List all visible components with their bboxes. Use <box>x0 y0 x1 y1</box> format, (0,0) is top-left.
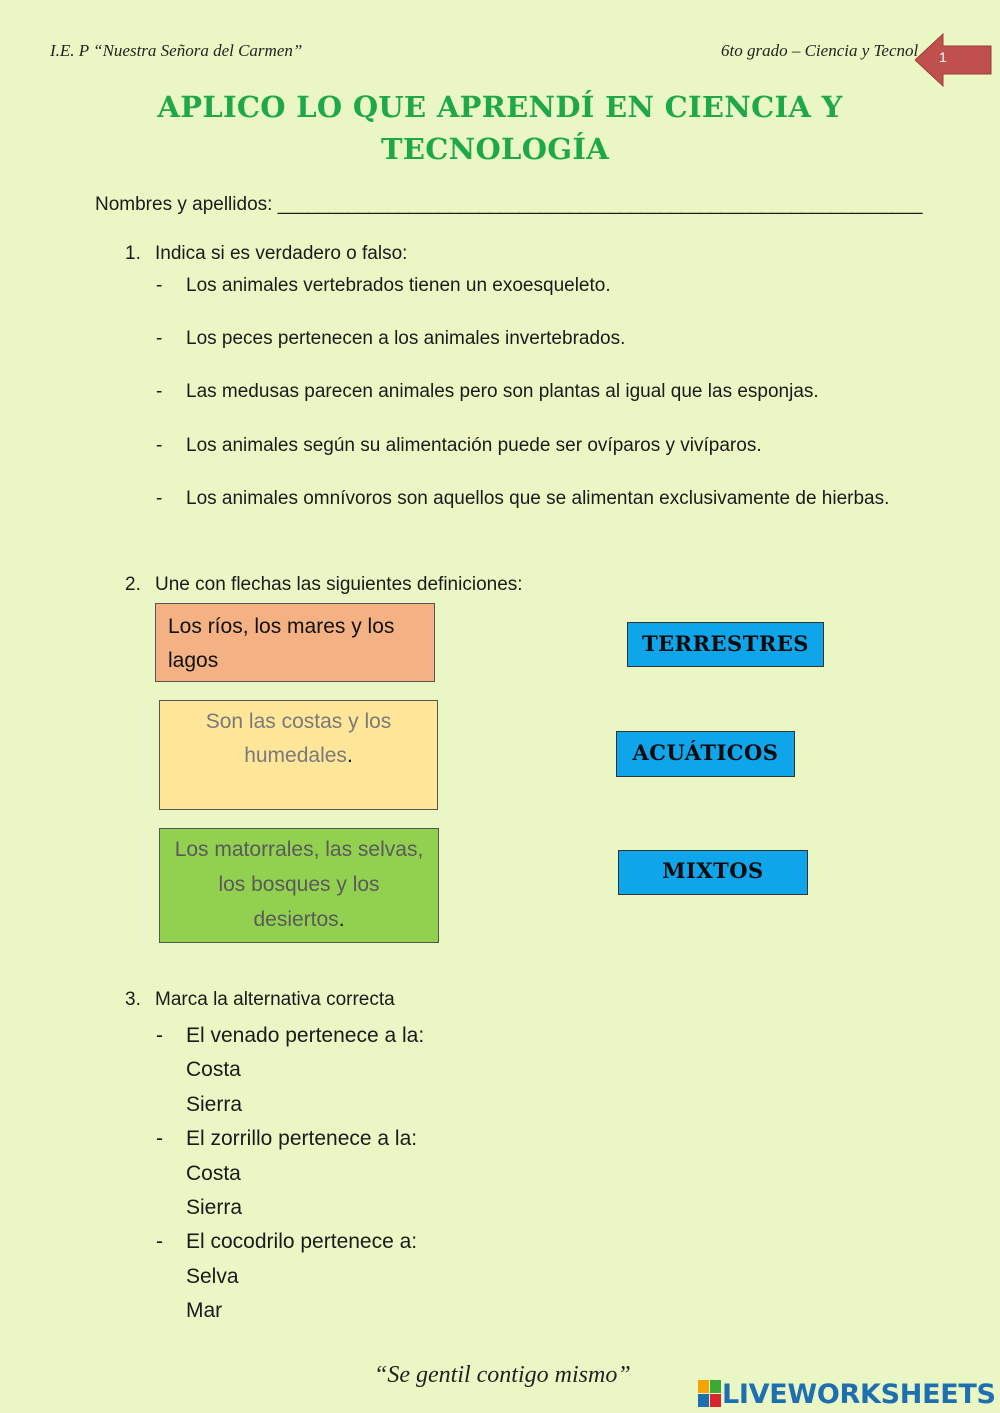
q1-item[interactable]: - Los animales según su alimentación puede ser ovíparos y vivíparos. <box>156 435 762 456</box>
q3-list <box>156 1019 425 1329</box>
definition-period: . <box>338 908 345 931</box>
label-mixtos[interactable]: MIXTOS <box>618 850 808 895</box>
course-name: 6to grado – Ciencia y Tecnol <box>721 41 919 60</box>
name-field[interactable] <box>95 194 922 216</box>
q1-item[interactable]: - Los peces pertenecen a los animales invertebrados. <box>156 328 626 349</box>
liveworksheets-brand: LIVEWORKSHEETS <box>722 1378 996 1410</box>
title-line-1: APLICO LO QUE APRENDÍ EN CIENCIA Y <box>157 90 843 124</box>
q1-item[interactable]: - Las medusas parecen animales pero son plantas al igual que las esponjas. <box>156 381 819 402</box>
definition-box-aquatic[interactable] <box>155 603 435 682</box>
label-terrestres[interactable]: TERRESTRES <box>627 622 824 667</box>
label-acuaticos[interactable]: ACUÁTICOS <box>616 731 795 777</box>
definition-text: Son las costas y los <box>205 710 392 733</box>
definition-text: Los ríos, los mares y los <box>168 615 395 638</box>
q3-question: - El venado pertenece a la: <box>156 1024 425 1047</box>
definition-box-mixed[interactable] <box>159 700 438 810</box>
q3-option[interactable]: Costa <box>186 1161 241 1185</box>
definition-period: . <box>346 744 353 767</box>
q1-prompt: Indica si es verdadero o falso: <box>155 243 408 264</box>
q3-option[interactable]: Costa <box>186 1058 241 1082</box>
definition-text: lagos <box>168 649 219 672</box>
title-line-2: TECNOLOGÍA <box>380 132 610 166</box>
q1-item[interactable]: - Los animales vertebrados tienen un exoesqueleto. <box>156 275 611 296</box>
liveworksheets-badge-icon <box>698 1380 722 1408</box>
liveworksheets-logo[interactable] <box>698 1377 996 1411</box>
q2-number: 2. <box>125 574 141 595</box>
q2-prompt: Une con flechas las siguientes definiciones: <box>155 574 523 595</box>
q3-question: - El cocodrilo pertenece a: <box>156 1230 418 1254</box>
q3-option[interactable]: Sierra <box>186 1092 243 1116</box>
name-label: Nombres y apellidos: <box>95 194 278 215</box>
q1-item[interactable]: - Los animales omnívoros son aquellos que se alimentan exclusivamente de hierbas. <box>156 488 890 509</box>
footer-motto: “Se gentil contigo mismo” <box>374 1362 631 1388</box>
q1-number: 1. <box>125 243 141 264</box>
q3-prompt: Marca la alternativa correcta <box>155 989 395 1010</box>
definition-box-terrestrial[interactable] <box>159 828 439 943</box>
definition-text: humedales <box>244 744 347 767</box>
q3-option[interactable]: Sierra <box>186 1196 243 1220</box>
definition-text: desiertos <box>253 908 339 931</box>
name-blank[interactable]: ________________________________________________________________ <box>277 194 922 215</box>
school-name: I.E. P “Nuestra Señora del Carmen” <box>50 41 303 60</box>
q3-question: - El zorrillo pertenece a la: <box>156 1127 418 1151</box>
page-number: 1 <box>939 49 947 65</box>
definition-text: los bosques y los <box>218 873 380 896</box>
q3-option[interactable]: Selva <box>186 1264 239 1288</box>
definition-text: Los matorrales, las selvas, <box>174 838 424 861</box>
page-arrow-icon[interactable] <box>915 32 993 88</box>
q3-number: 3. <box>125 989 141 1010</box>
q3-option[interactable]: Mar <box>186 1299 223 1323</box>
